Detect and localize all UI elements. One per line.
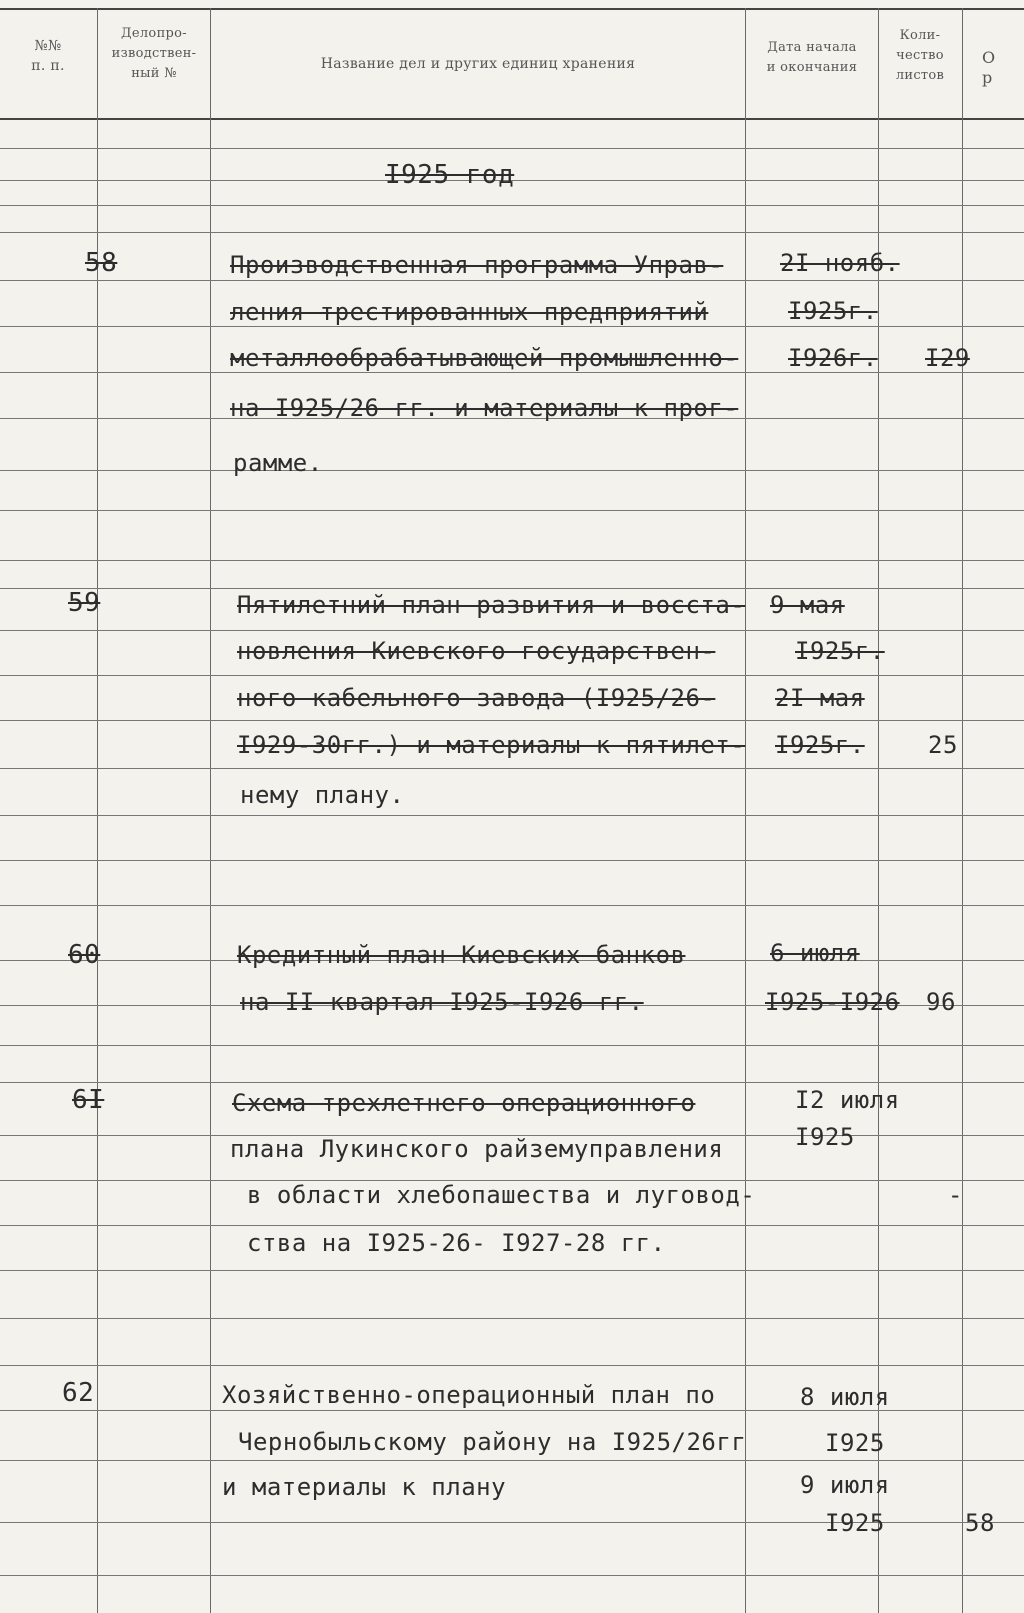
ruled-line bbox=[0, 470, 1024, 471]
column-divider bbox=[962, 8, 963, 1613]
entry-date-line: I925г. bbox=[795, 637, 885, 665]
entry-title-line: Хозяйственно-операционный план по bbox=[222, 1381, 716, 1409]
entry-sheets: 96 bbox=[926, 988, 956, 1016]
entry-title-line: I929-30гг.) и материалы к пятилет- bbox=[237, 731, 746, 759]
header-office-number: Делопро- изводствен- ный № bbox=[111, 26, 197, 81]
entry-title-line: рамме. bbox=[233, 449, 323, 477]
entry-title-line: металлообрабатывающей промышленно- bbox=[230, 344, 739, 372]
ruled-line bbox=[0, 1575, 1024, 1576]
entry-title-line: Пятилетний план развития и восста- bbox=[237, 591, 746, 619]
header-title: Название дел и других единиц хранения bbox=[320, 56, 636, 72]
entry-number: 62 bbox=[62, 1378, 95, 1408]
entry-date-line: I925 bbox=[795, 1123, 855, 1151]
header-notes: О р bbox=[982, 48, 996, 87]
entry-date-line: 2I мая bbox=[775, 684, 865, 712]
ruled-line bbox=[0, 1460, 1024, 1461]
ruled-line bbox=[0, 148, 1024, 149]
entry-number: 58 bbox=[85, 248, 118, 278]
entry-title-line: плана Лукинского райземуправления bbox=[230, 1135, 724, 1163]
ruled-line bbox=[0, 1082, 1024, 1083]
entry-sheets: I29 bbox=[925, 344, 970, 372]
entry-number: 6I bbox=[72, 1085, 105, 1115]
ruled-line bbox=[0, 630, 1024, 631]
entry-sheets: 25 bbox=[928, 731, 958, 759]
ruled-line bbox=[0, 815, 1024, 816]
column-divider bbox=[210, 8, 211, 1613]
entry-date-line: 8 июля bbox=[800, 1383, 890, 1411]
entry-title-line: на II квартал I925-I926 гг. bbox=[240, 988, 644, 1016]
entry-title-line: новления Киевского государствен- bbox=[237, 637, 716, 665]
entry-title-line: в области хлебопашества и луговод- bbox=[247, 1181, 756, 1209]
entry-date-line: I925-I926 bbox=[765, 988, 900, 1016]
entry-date-line: I925г. bbox=[788, 297, 878, 325]
entry-sheets: - bbox=[948, 1181, 963, 1209]
entry-date-line: I2 июля bbox=[795, 1086, 900, 1114]
ruled-line bbox=[0, 588, 1024, 589]
entry-title-line: и материалы к плану bbox=[222, 1473, 507, 1501]
ruled-line bbox=[0, 1318, 1024, 1319]
header-number: №№ п. п. bbox=[31, 38, 65, 74]
ruled-line bbox=[0, 510, 1024, 511]
ruled-line bbox=[0, 1225, 1024, 1226]
ruled-line bbox=[0, 860, 1024, 861]
entry-title-line: Чернобыльскому району на I925/26гг bbox=[238, 1428, 747, 1456]
table-top-border bbox=[0, 8, 1024, 10]
ruled-line bbox=[0, 675, 1024, 676]
entry-date-line: I926г. bbox=[788, 344, 878, 372]
ruled-line bbox=[0, 232, 1024, 233]
ruled-line bbox=[0, 768, 1024, 769]
entry-number: 60 bbox=[68, 940, 101, 970]
entry-date-line: 6 июля bbox=[770, 939, 860, 967]
column-divider bbox=[745, 8, 746, 1613]
ruled-line bbox=[0, 1365, 1024, 1366]
entry-title-line: ства на I925-26- I927-28 гг. bbox=[247, 1229, 666, 1257]
entry-title-line: Схема трехлетнего операционного bbox=[232, 1089, 696, 1117]
entry-date-line: I925 bbox=[825, 1509, 885, 1537]
ruled-line bbox=[0, 205, 1024, 206]
entry-title-line: ления трестированных предприятий bbox=[230, 298, 709, 326]
entry-title-line: нему плану. bbox=[240, 781, 405, 809]
entry-sheets: 58 bbox=[965, 1509, 995, 1537]
ruled-line bbox=[0, 1270, 1024, 1271]
entry-title-line: Производственная программа Управ- bbox=[230, 251, 724, 279]
header-bottom-border bbox=[0, 118, 1024, 120]
entry-title-line: Кредитный план Киевских банков bbox=[237, 941, 686, 969]
entry-date-line: I925г. bbox=[775, 731, 865, 759]
header-sheets: Коли- чество листов bbox=[895, 28, 945, 83]
entry-number: 59 bbox=[68, 588, 101, 618]
entry-title-line: ного кабельного завода (I925/26- bbox=[237, 684, 716, 712]
entry-date-line: 9 мая bbox=[770, 591, 845, 619]
ruled-line bbox=[0, 1045, 1024, 1046]
header-dates: Дата начала и окончания bbox=[766, 40, 858, 75]
ruled-line bbox=[0, 280, 1024, 281]
entry-date-line: 9 июля bbox=[800, 1471, 890, 1499]
ruled-line bbox=[0, 560, 1024, 561]
ruled-line bbox=[0, 720, 1024, 721]
entry-title-line: на I925/26 гг. и материалы к прог- bbox=[230, 394, 739, 422]
entry-date-line: 2I нояб. bbox=[780, 249, 900, 277]
year-heading: I925 год bbox=[385, 160, 515, 190]
entry-date-line: I925 bbox=[825, 1429, 885, 1457]
ruled-line bbox=[0, 905, 1024, 906]
